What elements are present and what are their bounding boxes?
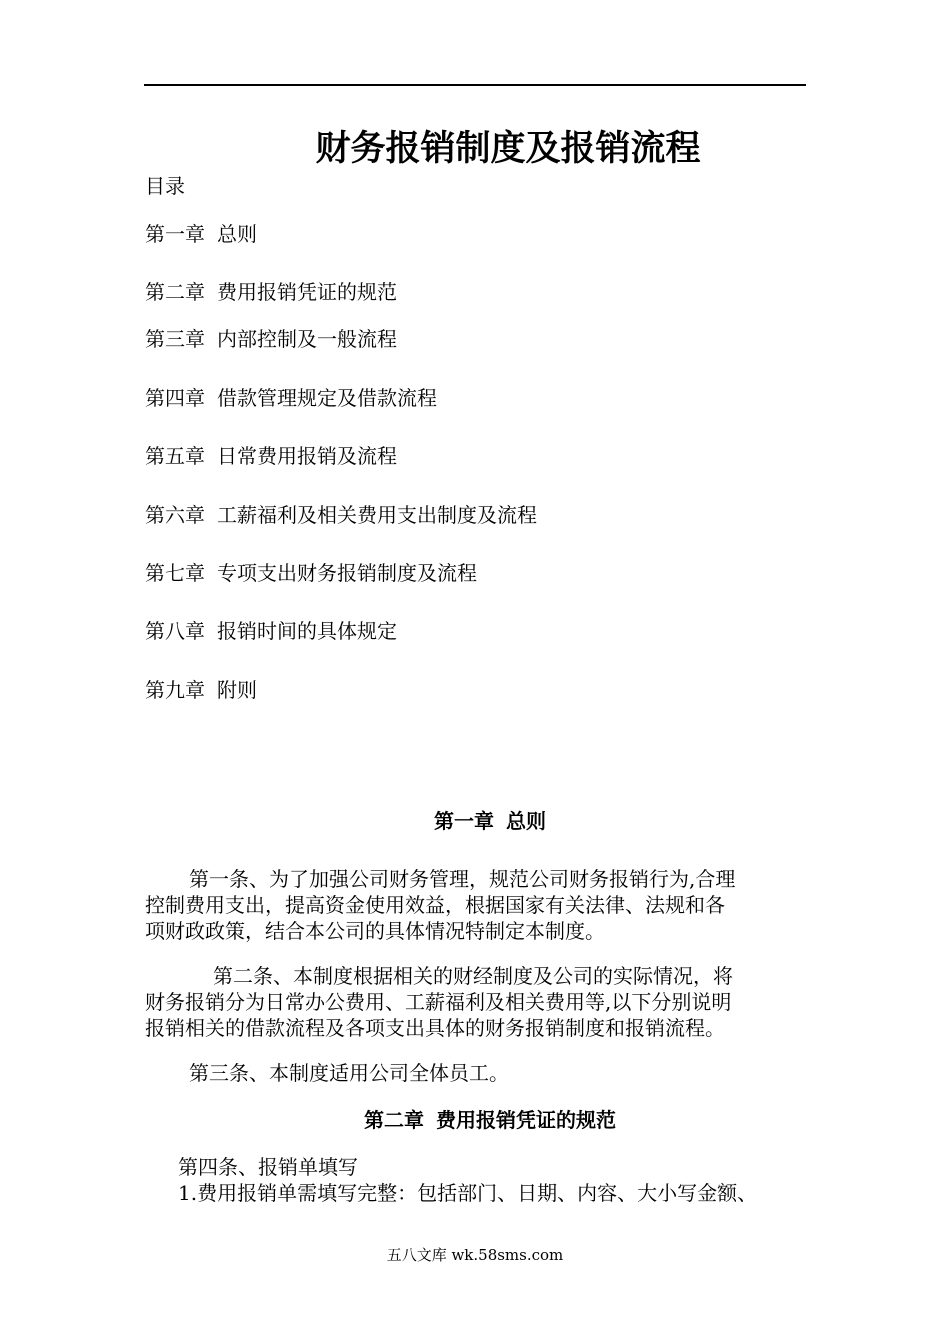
paragraph-line: 控制费用支出，提高资金使用效益，根据国家有关法律、法规和各 [145, 893, 725, 917]
toc-item-number: 第八章 [145, 619, 205, 643]
toc-item-title: 附则 [217, 678, 257, 702]
paragraph-line: 财务报销分为日常办公费用、工薪福利及相关费用等,以下分别说明 [145, 990, 732, 1014]
paragraph-line: 第三条、本制度适用公司全体员工。 [189, 1061, 509, 1085]
toc-item-title: 报销时间的具体规定 [217, 619, 397, 643]
toc-item [145, 617, 397, 645]
paragraph-line: 1.费用报销单需填写完整：包括部门、日期、内容、大小写金额、 [178, 1181, 758, 1205]
document-title: 财务报销制度及报销流程 [315, 128, 701, 169]
toc-item-title: 日常费用报销及流程 [217, 444, 397, 468]
article-paragraph [145, 866, 825, 944]
article-paragraph [178, 1154, 858, 1180]
chapter-number: 第二章 [364, 1108, 424, 1132]
toc-item [145, 278, 397, 306]
toc-item-title: 总则 [217, 222, 257, 246]
article-paragraph [178, 1180, 858, 1206]
chapter-title: 费用报销凭证的规范 [436, 1108, 616, 1132]
chapter-heading [0, 807, 950, 835]
toc-item-number: 第四章 [145, 386, 205, 410]
chapter-number: 第一章 [434, 809, 494, 833]
toc-item-number: 第七章 [145, 561, 205, 585]
toc-item-number: 第三章 [145, 327, 205, 351]
chapter-title: 总则 [506, 809, 546, 833]
toc-item-number: 第九章 [145, 678, 205, 702]
toc-item [145, 501, 537, 529]
paragraph-line: 项财政政策，结合本公司的具体情况特制定本制度。 [145, 919, 605, 943]
header-rule [144, 84, 806, 86]
toc-item-number: 第五章 [145, 444, 205, 468]
paragraph-line: 第四条、报销单填写 [178, 1155, 358, 1179]
toc-item [145, 559, 477, 587]
paragraph-line: 报销相关的借款流程及各项支出具体的财务报销制度和报销流程。 [145, 1016, 725, 1040]
toc-item-number: 第二章 [145, 280, 205, 304]
toc-item-title: 工薪福利及相关费用支出制度及流程 [217, 503, 537, 527]
toc-item [145, 384, 437, 412]
toc-label: 目录 [145, 174, 185, 198]
toc-item [145, 676, 257, 704]
toc-item-title: 费用报销凭证的规范 [217, 280, 397, 304]
toc-item [145, 325, 397, 353]
toc-item [145, 220, 257, 248]
toc-item-number: 第六章 [145, 503, 205, 527]
article-paragraph [145, 963, 825, 1041]
toc-item-title: 专项支出财务报销制度及流程 [217, 561, 477, 585]
toc-item-title: 借款管理规定及借款流程 [217, 386, 437, 410]
toc-item-number: 第一章 [145, 222, 205, 246]
page-footer: 五八文库 wk.58sms.com [386, 1246, 564, 1264]
article-paragraph [145, 1060, 869, 1086]
chapter-heading [0, 1106, 950, 1134]
paragraph-line: 第二条、本制度根据相关的财经制度及公司的实际情况，将 [213, 964, 733, 988]
paragraph-line: 第一条、为了加强公司财务管理，规范公司财务报销行为,合理 [189, 867, 736, 891]
toc-item-title: 内部控制及一般流程 [217, 327, 397, 351]
toc-item [145, 442, 397, 470]
